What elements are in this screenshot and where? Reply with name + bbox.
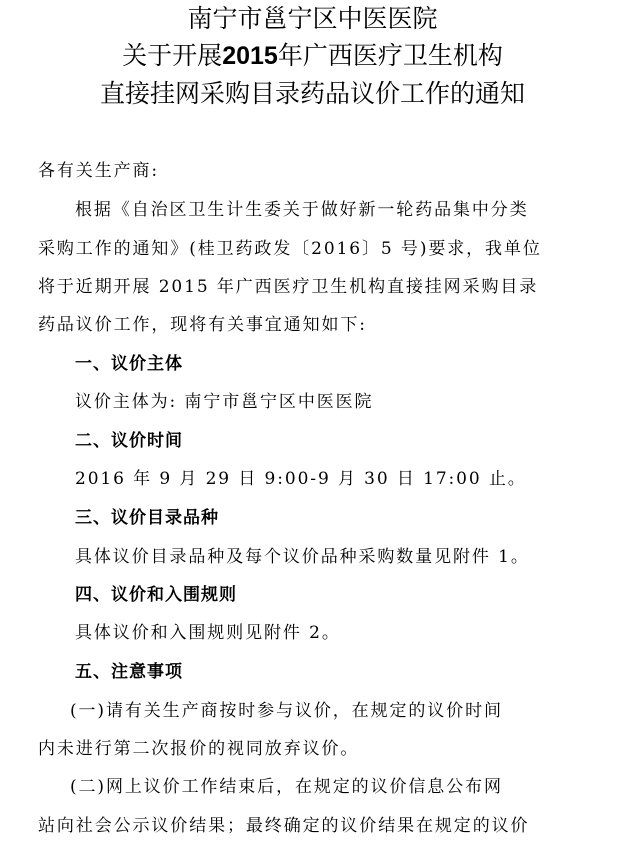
section-text: 议价主体为: 南宁市邕宁区中医医院 [75, 392, 374, 412]
section-heading: 一、议价主体 [75, 354, 183, 374]
section-text: (一)请有关生产商按时参与议价，在规定的议价时间 [70, 701, 503, 721]
section-text: 具体议价目录品种及每个议价品种采购数量见附件 1。 [75, 547, 530, 567]
section-text: 内未进行第二次报价的视同放弃议价。 [38, 739, 360, 759]
salutation: 各有关生产商: [38, 161, 160, 181]
section-text: (二)网上议价工作结束后，在规定的议价信息公布网 [70, 777, 503, 797]
intro-line: 将于近期开展 2015 年广西医疗卫生机构直接挂网采购目录 [38, 277, 539, 297]
section-text: 站向社会公示议价结果；最终确定的议价结果在规定的议价 [38, 816, 530, 836]
section-text: 2016 年 9 月 29 日 9:00-9 月 30 日 17:00 止。 [75, 469, 527, 489]
section-heading: 四、议价和入围规则 [75, 585, 237, 605]
section-heading: 二、议价时间 [75, 431, 183, 451]
title-line-2-suffix: 年广西医疗卫生机构 [277, 41, 503, 70]
title-year: 2015 [222, 42, 278, 70]
title-line-2 [0, 40, 625, 72]
intro-line: 采购工作的通知》(桂卫药政发〔2016〕5 号)要求，我单位 [38, 239, 542, 259]
section-heading: 三、议价目录品种 [75, 508, 219, 528]
section-heading: 五、注意事项 [75, 662, 183, 682]
intro-line: 药品议价工作，现将有关事宜通知如下: [38, 315, 367, 335]
section-text: 具体议价和入围规则见附件 2。 [75, 623, 341, 643]
title-line-3: 直接挂网采购目录药品议价工作的通知 [99, 79, 525, 108]
title-line-2-prefix: 关于开展 [122, 41, 223, 70]
title-line-1: 南宁市邕宁区中医医院 [187, 4, 438, 33]
intro-line: 根据《自治区卫生计生委关于做好新一轮药品集中分类 [75, 200, 529, 220]
